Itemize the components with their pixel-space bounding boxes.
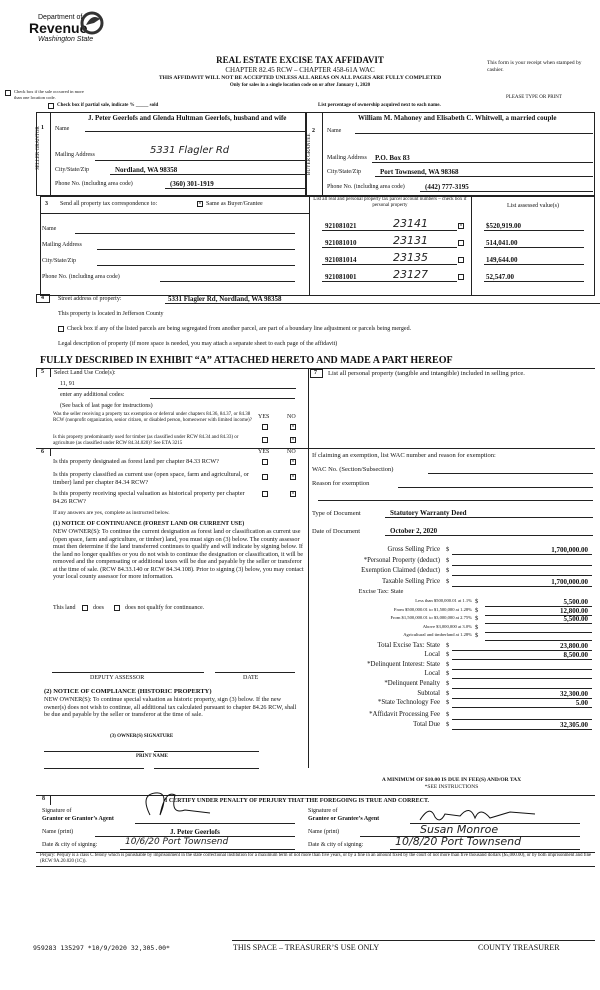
tax-row-label: *State Technology Fee: [377, 699, 440, 707]
wac-label: WAC No. (Section/Subsection): [312, 466, 394, 473]
same-as-buyer-label: Same as Buyer/Grantee: [206, 201, 263, 207]
values-header: List assessed value(s): [507, 203, 559, 209]
currency-sign: $: [446, 670, 450, 678]
land-use-codes-field[interactable]: 11, 91: [60, 381, 75, 387]
buyer-mailing-field[interactable]: P.O. Box 83: [375, 154, 410, 162]
grantee-name-label: Name (print): [308, 829, 340, 835]
currency-sign: $: [446, 567, 450, 574]
s6-q1-yes-checkbox[interactable]: [262, 459, 268, 465]
s6-q1-text: Is this property designated as forest land per chapter 84.33 RCW?: [53, 458, 219, 465]
grantor-name-label: Name (print): [42, 829, 74, 835]
currency-sign: $: [446, 577, 450, 585]
buyer-mailing-label: Mailing Address: [327, 155, 367, 161]
parcels-header: List all real and personal property tax parcel account numbers – check box if personal property: [313, 197, 467, 208]
seller-mailing-label: Mailing Address: [55, 152, 95, 158]
s5-q2-text: Is this property predominantly used for timber (as classified under RCW 84.34 and 84.33) or agriculture (as classified under RCW 84.34.020)? See ETA 3215: [53, 435, 239, 446]
s3-mailing-label: Mailing Address: [42, 242, 82, 248]
tax-row-value[interactable]: 12,800.00: [560, 606, 588, 615]
seller-city-field[interactable]: Nordland, WA 98358: [115, 166, 178, 174]
tax-row-label: *Affidavit Processing Fee: [369, 711, 440, 719]
assessed-value[interactable]: 52,547.00: [486, 273, 514, 281]
segregated-label: Check box if any of the listed parcels are being segregated from another parcel, are part of a boundary line adjustment or parcels being merged.: [67, 326, 412, 332]
seller-phone-field[interactable]: (360) 301-1919: [170, 180, 214, 188]
parcel-number[interactable]: 921081014: [325, 256, 357, 264]
section-3-number: 3: [45, 201, 48, 207]
reason-field[interactable]: [398, 487, 593, 488]
assessed-value[interactable]: $520,919.00: [486, 222, 521, 230]
grantor-name-field[interactable]: J. Peter Geerlofs: [170, 828, 220, 836]
tax-row-label: Local: [424, 670, 440, 678]
reason-label: Reason for exemption: [312, 480, 370, 487]
ownership-note: List percentage of ownership acquired next to each name.: [318, 103, 441, 108]
grantor-date-field[interactable]: 10/6/20 Port Townsend: [125, 837, 229, 847]
s6-q1-no-checkbox[interactable]: ×: [291, 459, 295, 465]
tax-row-value[interactable]: 32,305.00: [560, 720, 588, 729]
s3-city-label: City/State/Zip: [42, 258, 76, 264]
currency-sign: $: [446, 720, 450, 728]
currency-sign: $: [446, 651, 450, 659]
s6-q3-yes-checkbox[interactable]: [262, 491, 268, 497]
owner-signature-line-1[interactable]: [44, 751, 144, 752]
currency-sign: $: [446, 699, 450, 707]
s6-q2-no-checkbox[interactable]: ×: [291, 474, 295, 480]
grantee-sig-label-2: Grantee or Grantee’s Agent: [308, 816, 380, 822]
s5-yes-header: YES: [258, 414, 270, 420]
tax-row-label: *Delinquent Penalty: [384, 679, 440, 687]
currency-sign: $: [446, 689, 450, 697]
grantee-sig-label-1: Signature of: [308, 808, 338, 814]
parcel-handwritten-number: 23135: [393, 251, 428, 264]
certify-statement: I CERTIFY UNDER PENALTY OF PERJURY THAT THE FOREGOING IS TRUE AND CORRECT.: [165, 798, 430, 804]
does-not-label: does not qualify for continuance.: [125, 605, 205, 611]
buyer-side-label: BUYER GRANTEE: [307, 133, 312, 175]
seller-name-label: Name: [55, 126, 70, 132]
excise-tax-label: Excise Tax: State: [358, 588, 404, 595]
print-name-label: PRINT NAME: [136, 754, 168, 759]
parcel-number[interactable]: 921081021: [325, 222, 357, 230]
s5-q1-no-checkbox[interactable]: ×: [291, 424, 295, 430]
buyer-city-field[interactable]: Port Townsend, WA 98368: [380, 168, 459, 176]
s5-q2-yes-checkbox[interactable]: [262, 437, 268, 443]
currency-sign: $: [446, 546, 450, 553]
section-7-number: 7: [314, 370, 317, 376]
grantor-signature[interactable]: [140, 785, 220, 825]
parcel-number[interactable]: 921081001: [325, 273, 357, 281]
personal-property-checkbox[interactable]: [458, 257, 464, 263]
doc-date-field[interactable]: October 2, 2020: [390, 527, 438, 535]
print-name-line-2[interactable]: [154, 768, 259, 769]
tax-row-value[interactable]: 23,800.00: [560, 641, 588, 650]
logo-line1: Department of: [38, 14, 83, 21]
personal-property-checkbox[interactable]: [458, 274, 464, 280]
tax-row-value[interactable]: 5,500.00: [563, 615, 588, 623]
s3-phone-field[interactable]: [160, 281, 295, 282]
tax-row-label: Above $3,000,000 at 3.0%: [422, 623, 472, 629]
assessor-date-label: DATE: [243, 675, 259, 681]
tax-row-label: *Personal Property (deduct): [363, 556, 440, 564]
currency-sign: $: [446, 711, 450, 719]
s5-q2-no-checkbox[interactable]: ×: [291, 437, 295, 443]
grantor-date-label: Date & city of signing:: [42, 842, 98, 848]
does-not-qualify-checkbox[interactable]: [114, 605, 120, 611]
section-3-label: Send all property tax correspondence to:: [60, 201, 158, 207]
seller-city-label: City/State/Zip: [55, 167, 89, 173]
seller-side-label: SELLER GRANTOR: [36, 126, 41, 170]
deputy-assessor-signature-line[interactable]: [52, 672, 204, 673]
doc-type-field[interactable]: Statutory Warranty Deed: [390, 509, 467, 517]
tax-row-label: Gross Selling Price: [387, 546, 440, 553]
tax-row-label: Subtotal: [417, 689, 440, 697]
form-only-for: Only for sales in a single location code on or after January 1, 2020: [229, 83, 371, 88]
s5-q1-text: Was the seller receiving a property tax exemption or deferral under chapters 84.36, 84.37, or 84.38 RCW (nonprofit organization, senior citizen, or disabled person, homeowner with limited income)?: [53, 412, 252, 423]
street-address-field[interactable]: 5331 Flagler Rd, Nordland, WA 98358: [168, 295, 282, 303]
county-note: This property is located in Jefferson County: [58, 311, 164, 317]
section-2-number: 2: [312, 128, 315, 134]
currency-sign: $: [446, 556, 450, 564]
see-instructions-note: *SEE INSTRUCTIONS: [424, 784, 479, 790]
s6-q3-no-checkbox[interactable]: ×: [291, 491, 295, 497]
tax-row-value[interactable]: 32,300.00: [560, 689, 588, 698]
if-yes-note: If any answers are yes, complete as instructed below.: [53, 510, 170, 516]
multi-location-label: Check box if the sale occurred in more than one location code.: [14, 89, 84, 100]
logo-line2: Revenue: [29, 20, 88, 36]
perjury-notice: Perjury: Perjury is a class C felony which is punishable by imprisonment in the state correctional institution for a maximum term of not more than five years, or by a fine in an amount fixed by the court of not more than five thousand dollars ($5,000.00), or by both imprisonment and fine (RCW 9A.20.020 (1C)).: [40, 853, 592, 864]
partial-sale-checkbox[interactable]: [48, 103, 54, 109]
this-land-label: This land: [53, 605, 76, 611]
buyer-name-field[interactable]: William M. Mahoney and Elisabeth C. Whitwell, a married couple: [358, 114, 557, 122]
buyer-city-label: City/State/Zip: [327, 169, 361, 175]
s5-no-header: NO: [287, 414, 296, 420]
form-warning: THIS AFFIDAVIT WILL NOT BE ACCEPTED UNLESS ALL AREAS ON ALL PAGES ARE FULLY COMPLETED: [158, 75, 442, 81]
personal-property-checkbox[interactable]: ×: [459, 223, 463, 229]
treasurer-space-label: THIS SPACE – TREASURER’S USE ONLY: [233, 943, 380, 952]
notice2-title: (2) NOTICE OF COMPLIANCE (HISTORIC PROPERTY): [44, 688, 212, 695]
s3-name-label: Name: [42, 226, 57, 232]
parcel-handwritten-number: 23131: [393, 234, 428, 247]
currency-sign: $: [446, 679, 450, 687]
print-name-line-1[interactable]: [44, 768, 144, 769]
s5-q1-yes-checkbox[interactable]: [262, 424, 268, 430]
currency-sign: $: [446, 641, 450, 649]
tax-row-label: Local: [424, 651, 440, 659]
legal-description-text: FULLY DESCRIBED IN EXHIBIT “A” ATTACHED HERETO AND MADE A PART HEREOF: [40, 355, 453, 366]
grantee-date-field[interactable]: 10/8/20 Port Townsend: [395, 835, 522, 848]
tax-row-value[interactable]: 1,700,000.00: [551, 546, 588, 554]
currency-sign: $: [475, 623, 479, 631]
wac-field[interactable]: [428, 473, 593, 474]
owner-signature-label: (3) OWNER(S) SIGNATURE: [110, 734, 174, 739]
see-back-note: (See back of last page for instructions): [60, 403, 153, 409]
tax-row-label: Taxable Selling Price: [381, 577, 440, 585]
county-treasurer-label: COUNTY TREASURER: [478, 943, 560, 952]
parcel-handwritten-number: 23127: [393, 268, 428, 281]
grantor-sig-label-1: Signature of: [42, 808, 72, 814]
currency-sign: $: [475, 606, 479, 614]
notice1-text: NEW OWNER(S): To continue the current designation as forest land or classification as current use (open space, farm and agriculture, or timber) land, you must sign on (3) below. The county assessor must then determine if the land transferred continues to qualify and will indicate by signing below. If the land no longer qualifies or you do not wish to continue the designation or classification, it will be removed and the compensating or additional taxes will be due and payable by the seller or transferor at the time of sale. (RCW 84.33.140 or RCW 84.34.108). Prior to signing (3) below, you may contact your local county assessor for more information.: [53, 528, 304, 580]
notice2-text: NEW OWNER(S): To continue special valuation as historic property, sign (3) below. If the new owner(s) does not wish to continue, all additional tax calculated pursuant to chapter 84.26 RCW, shall be due and payable by the seller or transferor at the time of sale.: [44, 696, 297, 718]
tax-row-label: From $1,500,000.01 to $3,000,000 at 2.75%: [390, 615, 472, 620]
cashier-stamp: 959283 135297 *10/9/2020 32,305.00*: [33, 944, 170, 952]
multi-location-checkbox[interactable]: [5, 90, 11, 96]
buyer-name-label: Name: [327, 128, 342, 134]
tax-row-label: Total Due: [413, 720, 440, 728]
receipt-note: This form is your receipt when stamped by cashier.: [487, 60, 582, 73]
grantor-sig-label-2: Grantor or Grantor’s Agent: [42, 816, 114, 822]
tax-row-value[interactable]: 5,500.00: [563, 598, 588, 606]
partial-sale-label: Check box if partial sale, indicate % _____ sold: [57, 103, 159, 108]
tax-row-label: Exemption Claimed (deduct): [361, 567, 440, 574]
section-1-number: 1: [41, 125, 44, 131]
s6-no-header: NO: [287, 449, 296, 455]
currency-sign: $: [446, 660, 450, 668]
tax-row-label: From $500,000.01 to $1,500,000 at 1.28%: [393, 606, 472, 612]
currency-sign: $: [475, 615, 479, 622]
personal-property-checkbox[interactable]: [458, 240, 464, 246]
assessor-date-line[interactable]: [215, 672, 295, 673]
legal-description-label: Legal description of property (if more space is needed, you may attach a separate sheet to each page of the affidavit): [58, 341, 338, 347]
does-qualify-checkbox[interactable]: [82, 605, 88, 611]
currency-sign: $: [475, 632, 479, 639]
street-address-label: Street address of property:: [58, 296, 122, 302]
grantee-date-label: Date & city of signing:: [308, 842, 364, 848]
s3-phone-label: Phone No. (including area code): [42, 274, 120, 280]
form-chapter: CHAPTER 82.45 RCW – CHAPTER 458-61A WAC: [225, 66, 375, 74]
seller-name-field[interactable]: J. Peter Geerlofs and Glenda Hultman Geerlofs, husband and wife: [88, 114, 287, 122]
tax-row-value[interactable]: 8,500.00: [563, 651, 588, 660]
currency-sign: $: [475, 598, 479, 605]
logo-line3: Washington State: [38, 36, 94, 43]
buyer-phone-field[interactable]: (442) 777-3195: [425, 183, 469, 191]
type-or-print: PLEASE TYPE OR PRINT: [506, 95, 562, 100]
seller-mailing-field[interactable]: 5331 Flagler Rd: [150, 145, 230, 156]
deputy-assessor-label: DEPUTY ASSESSOR: [90, 675, 145, 681]
parcel-handwritten-number: 23141: [393, 217, 428, 230]
segregated-checkbox[interactable]: [58, 326, 64, 332]
s6-q2-yes-checkbox[interactable]: [262, 474, 268, 480]
land-use-label: Select Land Use Code(s):: [54, 370, 116, 376]
additional-codes-field[interactable]: [150, 398, 295, 399]
section-5-number: 5: [41, 369, 44, 375]
s6-yes-header: YES: [258, 449, 270, 455]
buyer-phone-label: Phone No. (including area code): [327, 184, 405, 190]
tax-row-label: Total Excise Tax: State: [377, 641, 440, 649]
form-title: REAL ESTATE EXCISE TAX AFFIDAVIT: [216, 55, 384, 65]
section-4-number: 4: [41, 295, 44, 301]
section-8-number: 8: [42, 796, 45, 802]
seller-phone-label: Phone No. (including area code): [55, 181, 133, 187]
s3-name-field[interactable]: [75, 233, 295, 234]
s6-q3-text: Is this property receiving special valuation as historical property per chapter 84.26 RCW?: [53, 490, 245, 505]
s6-q2-text: Is this property classified as current use (open space, farm and agricultural, or timber) land per chapter 84.34 RCW?: [53, 471, 249, 486]
section-6-number: 6: [41, 449, 44, 455]
assessed-value[interactable]: 514,041.00: [486, 239, 518, 247]
grantee-name-field[interactable]: Susan Monroe: [420, 823, 499, 836]
s3-city-field[interactable]: [97, 265, 295, 266]
s3-mailing-field[interactable]: [97, 249, 295, 250]
tax-row-label: Less than $500,000.01 at 1.1%: [415, 598, 472, 603]
tax-row-label: Agricultural and timberland at 1.28%: [403, 632, 472, 637]
additional-codes-label: enter any additional codes:: [60, 392, 125, 398]
assessed-value[interactable]: 149,644.00: [486, 256, 518, 264]
doc-type-label: Type of Document: [312, 510, 361, 517]
owner-signature-line-2[interactable]: [154, 751, 259, 752]
parcel-number[interactable]: 921081010: [325, 239, 357, 247]
tax-row-value[interactable]: 1,700,000.00: [551, 577, 588, 586]
same-as-buyer-checkbox[interactable]: ×: [198, 201, 202, 207]
personal-property-label: List all personal property (tangible and intangible) included in selling price.: [328, 370, 525, 377]
doc-date-label: Date of Document: [312, 528, 361, 535]
tax-row-label: *Delinquent Interest: State: [367, 660, 440, 668]
does-label: does: [93, 605, 104, 611]
minimum-due-note: A MINIMUM OF $10.00 IS DUE IN FEE(S) AND/OR TAX: [381, 777, 522, 783]
notice1-title: (1) NOTICE OF CONTINUANCE (FOREST LAND OR CURRENT USE): [53, 521, 245, 527]
dor-emblem-icon: [80, 11, 104, 35]
tax-row-value[interactable]: 5.00: [575, 699, 588, 708]
exemption-label: If claiming an exemption, list WAC number and reason for exemption:: [312, 452, 496, 459]
